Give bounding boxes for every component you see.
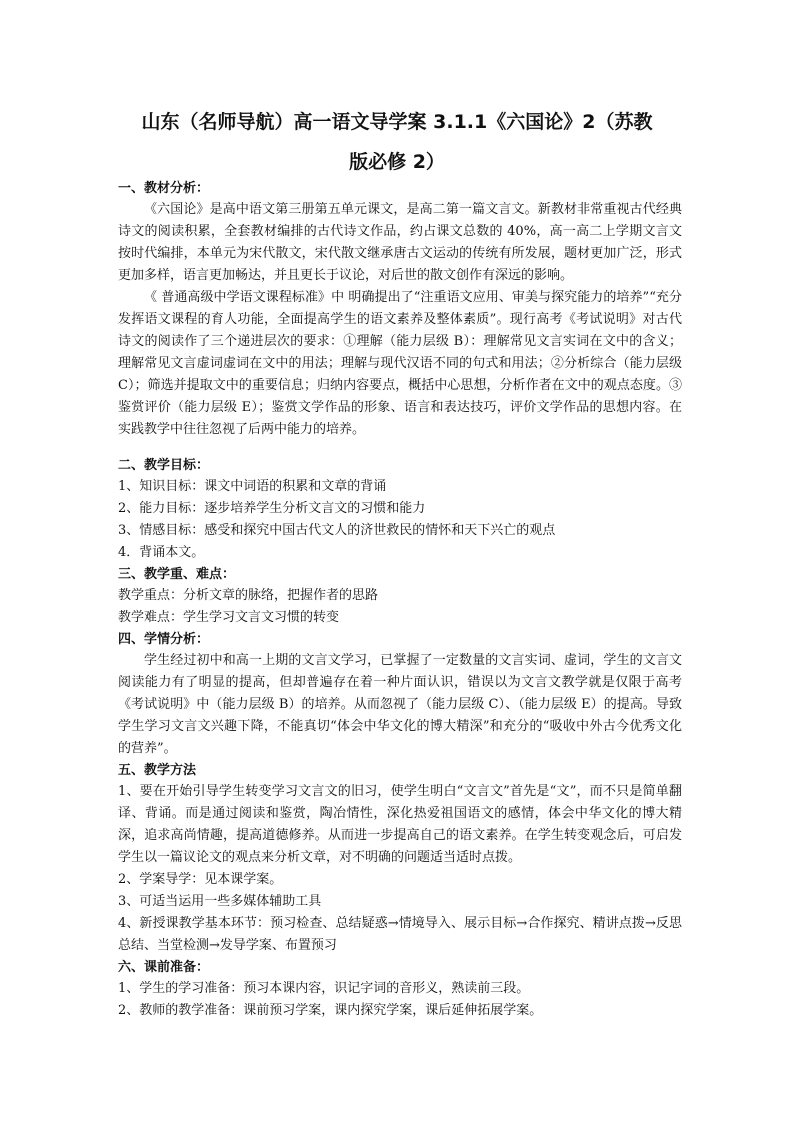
section-heading-key-points: 三、教学重、难点： xyxy=(118,567,236,582)
title-line-2: 版必修 2） xyxy=(349,151,445,173)
section-heading-learner-analysis: 四、学情分析： xyxy=(118,632,210,647)
section-heading-materials: 一、教材分析： xyxy=(118,181,210,196)
materials-paragraph-2: 《 普通高级中学语文课程标准》中 明确提出了“注重语文应用、审美与探究能力的培养”“充分发挥语文课程的育人功能，全面提高学生的语文素养及整体素质”。现行高考《考试说明》对古代诗文的阅读作了三个递进层次的要求：①理解（能力层级 B）：理解常见文言实词在文中的含义；理解常见文言虚词虚词在文中的用法；理解与现代汉语不同的句式和用法；②分析综合（能力层级 C）；筛选并提取文中的重要信息；归纳内容要点，概括中心思想，分析作者在文中的观点态度。③鉴赏评价（能力层级 E）；鉴赏文学作品的形象、语言和表达技巧，评价文学作品的思想内容。在实践教学中往往忽视了后两中能力的培养。 xyxy=(118,290,682,437)
preparation-item: 1、学生的学习准备：预习本课内容，识记字词的音形义，熟读前三段。 xyxy=(118,981,530,996)
preparation-item: 2、教师的教学准备：课前预习学案，课内探究学案，课后延伸拓展学案。 xyxy=(118,1003,543,1018)
section-heading-methods: 五、教学方法 xyxy=(118,763,197,778)
learner-analysis-paragraph: 学生经过初中和高一上期的文言文学习，已掌握了一定数量的文言实词、虚词，学生的文言文阅读能力有了明显的提高，但却普遍存在着一种片面认识，错误以为文言文教学就是仅限于高考《考试说明》中（能力层级 B）的培养。从而忽视了（能力层级 C）、（能力层级 E）的提高。导致学生学习文言文兴趣下降，不能真切“体会中华文化的博大精深”和充分的“吸收中外古今优秀文化的营养”。 xyxy=(118,653,682,756)
method-item: 1、要在开始引导学生转变学习文言文的旧习，使学生明白“文言文”首先是“文”，而不只是简单翻译、背诵。而是通过阅读和鉴赏，陶冶情性，深化热爱祖国语文的感情，体会中华文化的博大精深，追求高尚情趣，提高道德修养。从而进一步提高自己的语文素养。在学生转变观念后，可启发学生以一篇议论文的观点来分析文章，对不明确的问题适当适时点拨。 xyxy=(118,784,682,865)
title-line-1: 山东（名师导航）高一语文导学案 3.1.1《六国论》2（苏教 xyxy=(141,111,653,133)
objective-item: 2、能力目标：逐步培养学生分析文言文的习惯和能力 xyxy=(118,501,426,516)
objective-item: 4．背诵本文。 xyxy=(118,545,205,560)
key-point-item: 教学难点：学生学习文言文习惯的转变 xyxy=(118,610,340,625)
key-point-item: 教学重点：分析文章的脉络，把握作者的思路 xyxy=(118,588,379,603)
objective-item: 1、知识目标：课文中词语的积累和文章的背诵 xyxy=(118,479,387,494)
document-title xyxy=(100,102,694,182)
section-heading-objectives: 二、教学目标： xyxy=(118,458,210,473)
method-item: 4、新授课教学基本环节：预习检查、总结疑惑→情境导入、展示目标→合作探究、精讲点拨→反思总结、当堂检测→发导学案、布置预习 xyxy=(118,916,682,953)
method-item: 3、可适当运用一些多媒体辅助工具 xyxy=(118,894,322,909)
materials-paragraph-1: 《六国论》是高中语文第三册第五单元课文，是高二第一篇文言文。新教材非常重视古代经典诗文的阅读积累，全套教材编排的古代诗文作品，约占课文总数的 40%，高一高二上学期文言文按时代编排，本单元为宋代散文，宋代散文继承唐古文运动的传统有所发展，题材更加广泛，形式更加多样，语言更加畅达，并且更长于议论，对后世的散文创作有深远的影响。 xyxy=(118,202,682,283)
document-body xyxy=(118,178,682,1022)
method-item: 2、学案导学：见本课学案。 xyxy=(118,872,283,887)
section-heading-preparation: 六、课前准备： xyxy=(118,960,210,975)
objective-item: 3、情感目标：感受和探究中国古代文人的济世救民的情怀和天下兴亡的观点 xyxy=(118,523,556,538)
